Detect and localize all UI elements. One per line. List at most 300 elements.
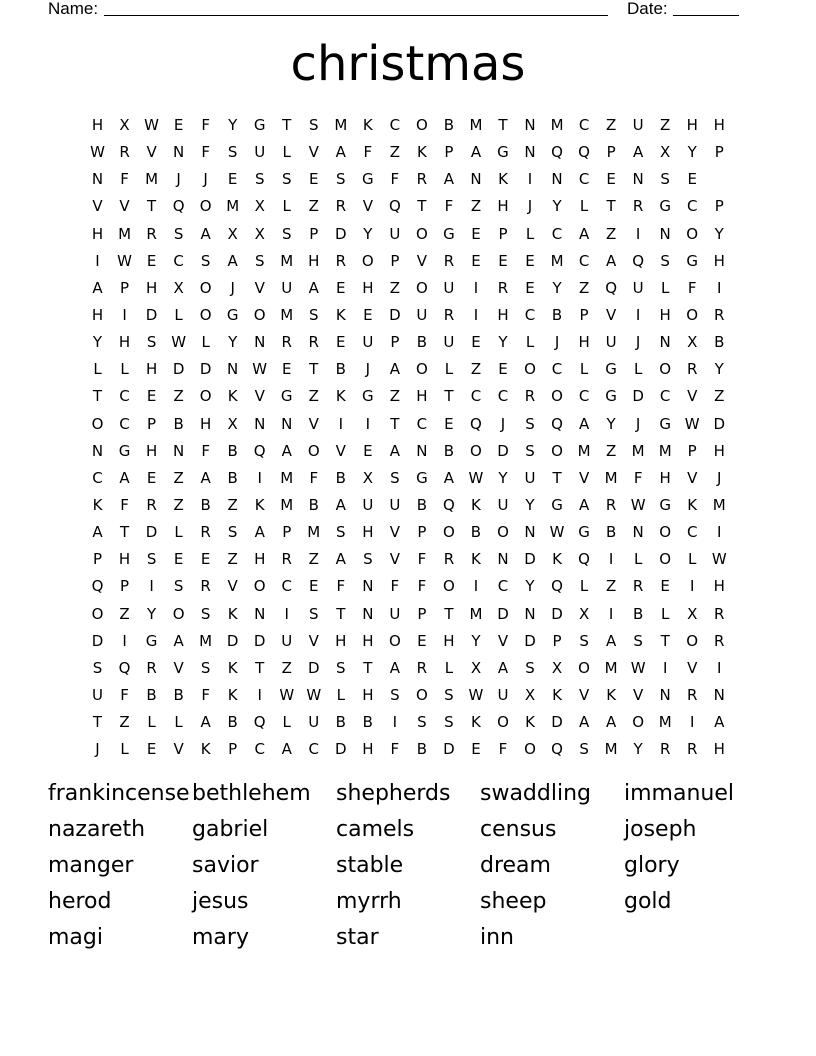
grid-letter: R xyxy=(714,631,725,650)
grid-letter: A xyxy=(281,441,292,460)
grid-letter: K xyxy=(552,550,562,569)
grid-letter: C xyxy=(254,740,265,759)
grid-letter: G xyxy=(118,441,131,460)
grid-letter: K xyxy=(471,713,481,732)
grid-letter: O xyxy=(686,224,699,243)
grid-letter: S xyxy=(200,251,211,270)
grid-letter: O xyxy=(199,387,212,406)
grid-letter: Y xyxy=(714,224,724,243)
grid-letter: L xyxy=(688,550,697,569)
grid-letter: Y xyxy=(633,740,643,759)
grid-letter: X xyxy=(254,224,265,243)
grid-letter: S xyxy=(525,441,535,460)
grid-letter: S xyxy=(336,523,346,542)
grid-letter: N xyxy=(524,143,536,162)
grid-letter: Z xyxy=(605,224,617,243)
grid-letter: M xyxy=(604,468,618,487)
letter-grid xyxy=(84,112,733,763)
grid-letter: L xyxy=(120,740,129,759)
grid-letter: V xyxy=(362,197,373,216)
grid-letter: F xyxy=(120,496,129,515)
grid-letter: E xyxy=(146,251,157,270)
grid-letter: P xyxy=(120,278,130,297)
grid-letter: H xyxy=(91,224,104,243)
grid-letter: I xyxy=(608,604,614,623)
grid-letter: D xyxy=(199,360,212,379)
grid-letter: O xyxy=(253,306,266,325)
grid-letter: I xyxy=(95,251,100,270)
grid-letter: S xyxy=(579,631,589,650)
grid-row xyxy=(84,139,733,166)
grid-letter: E xyxy=(336,278,346,297)
grid-letter: U xyxy=(92,686,103,705)
grid-letter: H xyxy=(91,116,104,135)
grid-letter: R xyxy=(200,577,211,596)
grid-letter: G xyxy=(605,387,617,406)
grid-letter: N xyxy=(524,116,536,135)
grid-letter: J xyxy=(176,170,181,189)
grid-row xyxy=(84,411,733,438)
grid-letter: D xyxy=(91,631,104,650)
grid-letter: M xyxy=(658,441,672,460)
grid-letter: H xyxy=(443,631,455,650)
grid-letter: W xyxy=(468,686,484,705)
grid-letter: H xyxy=(362,686,374,705)
grid-letter: C xyxy=(281,577,292,596)
grid-letter: Y xyxy=(498,333,508,352)
grid-letter: Y xyxy=(606,414,616,433)
grid-letter: Z xyxy=(470,360,482,379)
grid-letter: J xyxy=(717,468,722,487)
grid-letter: J xyxy=(95,740,100,759)
grid-letter: F xyxy=(390,577,400,596)
grid-letter: S xyxy=(281,224,292,243)
grid-letter: M xyxy=(280,251,294,270)
grid-letter: F xyxy=(201,686,210,705)
grid-letter: I xyxy=(717,658,722,677)
grid-letter: L xyxy=(282,713,291,732)
grid-letter: I xyxy=(717,278,722,297)
grid-letter: P xyxy=(552,631,562,650)
grid-letter: V xyxy=(254,387,265,406)
grid-letter: J xyxy=(635,414,641,433)
grid-letter: Z xyxy=(308,387,319,406)
grid-letter: M xyxy=(280,496,294,515)
grid-letter: A xyxy=(389,441,400,460)
grid-letter: R xyxy=(119,143,130,162)
grid-letter: B xyxy=(335,713,346,732)
grid-row xyxy=(84,275,733,302)
grid-letter: V xyxy=(146,143,157,162)
grid-letter: E xyxy=(606,170,616,189)
grid-letter: X xyxy=(173,278,184,297)
grid-letter: Q xyxy=(172,197,185,216)
grid-letter: C xyxy=(686,523,698,542)
grid-letter: S xyxy=(309,116,319,135)
grid-letter: A xyxy=(578,496,590,515)
grid-letter: S xyxy=(633,631,643,650)
grid-letter: B xyxy=(632,604,644,623)
grid-letter: S xyxy=(390,468,400,487)
grid-letter: U xyxy=(632,278,644,297)
grid-letter: A xyxy=(389,360,400,379)
grid-letter: W xyxy=(468,468,484,487)
grid-letter: N xyxy=(91,441,104,460)
grid-letter: V xyxy=(173,740,184,759)
grid-letter: W xyxy=(684,414,700,433)
grid-letter: N xyxy=(713,686,725,705)
grid-letter: M xyxy=(604,658,618,677)
grid-letter: Z xyxy=(173,387,184,406)
grid-letter: N xyxy=(172,143,185,162)
grid-letter: X xyxy=(119,116,130,135)
grid-letter: D xyxy=(443,740,455,759)
grid-letter: E xyxy=(309,170,319,189)
grid-letter: O xyxy=(253,577,266,596)
grid-letter: L xyxy=(147,713,156,732)
grid-letter: O xyxy=(659,523,672,542)
grid-row xyxy=(84,736,733,763)
grid-letter: E xyxy=(687,170,697,189)
grid-letter: I xyxy=(608,550,614,569)
word-bank-word: magi xyxy=(48,925,103,950)
grid-letter: R xyxy=(524,387,536,406)
grid-letter: O xyxy=(497,523,509,542)
grid-letter: F xyxy=(201,441,210,460)
grid-letter: L xyxy=(579,360,589,379)
grid-letter: Z xyxy=(308,550,319,569)
grid-letter: C xyxy=(119,414,130,433)
grid-letter: R xyxy=(146,658,157,677)
grid-letter: H xyxy=(362,740,374,759)
grid-letter: U xyxy=(497,496,509,515)
grid-letter: J xyxy=(230,278,235,297)
grid-letter: A xyxy=(497,658,509,677)
grid-letter: L xyxy=(633,550,643,569)
grid-letter: N xyxy=(524,523,536,542)
grid-row xyxy=(84,709,733,736)
grid-letter: U xyxy=(443,278,455,297)
grid-letter: Y xyxy=(228,116,238,135)
grid-letter: M xyxy=(577,441,591,460)
grid-letter: K xyxy=(227,686,238,705)
grid-letter: H xyxy=(362,631,374,650)
word-bank-row xyxy=(48,777,768,813)
grid-letter: U xyxy=(389,604,401,623)
grid-letter: V xyxy=(389,550,400,569)
grid-letter: O xyxy=(524,740,536,759)
grid-letter: B xyxy=(714,333,725,352)
grid-letter: F xyxy=(336,577,346,596)
grid-letter: S xyxy=(336,170,346,189)
grid-letter: Z xyxy=(227,550,238,569)
grid-letter: W xyxy=(117,251,132,270)
grid-letter: E xyxy=(281,360,292,379)
grid-row xyxy=(84,465,733,492)
grid-letter: Z xyxy=(173,496,184,515)
grid-letter: B xyxy=(308,496,319,515)
grid-letter: L xyxy=(93,360,102,379)
grid-letter: S xyxy=(579,740,589,759)
grid-letter: B xyxy=(416,333,428,352)
grid-letter: R xyxy=(632,197,644,216)
grid-letter: O xyxy=(470,441,482,460)
grid-row xyxy=(84,329,733,356)
grid-letter: H xyxy=(91,306,104,325)
grid-letter: E xyxy=(444,414,454,433)
grid-letter: Q xyxy=(632,251,645,270)
grid-letter: C xyxy=(470,387,482,406)
grid-row xyxy=(84,655,733,682)
grid-letter: A xyxy=(92,278,103,297)
grid-letter: R xyxy=(146,224,157,243)
grid-letter: B xyxy=(227,441,238,460)
grid-letter: A xyxy=(389,658,400,677)
grid-letter: P xyxy=(309,224,319,243)
grid-letter: K xyxy=(552,686,562,705)
grid-letter: T xyxy=(552,468,562,487)
grid-letter: V xyxy=(497,631,509,650)
grid-letter: S xyxy=(336,658,346,677)
grid-letter: T xyxy=(606,197,616,216)
grid-letter: X xyxy=(254,197,265,216)
grid-letter: L xyxy=(579,577,589,596)
grid-letter: B xyxy=(362,713,373,732)
grid-letter: O xyxy=(659,360,672,379)
grid-letter: S xyxy=(309,604,319,623)
grid-letter: J xyxy=(203,170,208,189)
grid-letter: S xyxy=(390,686,400,705)
grid-letter: D xyxy=(335,740,347,759)
grid-letter: J xyxy=(554,333,560,352)
grid-row xyxy=(84,112,733,139)
grid-letter: U xyxy=(254,143,266,162)
grid-letter: P xyxy=(579,306,589,325)
grid-letter: Y xyxy=(525,496,535,515)
grid-letter: M xyxy=(550,116,564,135)
grid-letter: Z xyxy=(605,116,617,135)
grid-letter: S xyxy=(146,550,157,569)
grid-letter: A xyxy=(200,224,211,243)
grid-letter: C xyxy=(578,170,590,189)
grid-letter: D xyxy=(524,631,536,650)
grid-letter: Q xyxy=(470,414,482,433)
grid-letter: V xyxy=(687,658,698,677)
grid-letter: H xyxy=(118,333,131,352)
grid-letter: Y xyxy=(498,468,508,487)
grid-letter: A xyxy=(443,170,455,189)
grid-letter: D xyxy=(253,631,266,650)
word-bank-row xyxy=(48,885,768,921)
grid-letter: A xyxy=(578,224,590,243)
grid-letter: Q xyxy=(551,143,563,162)
word-bank-word: mary xyxy=(192,925,249,950)
grid-letter: C xyxy=(173,251,184,270)
grid-letter: D xyxy=(497,604,509,623)
word-bank-word: joseph xyxy=(624,817,697,842)
grid-letter: G xyxy=(659,414,671,433)
grid-letter: H xyxy=(335,631,347,650)
grid-letter: C xyxy=(578,387,590,406)
grid-letter: P xyxy=(120,577,130,596)
grid-letter: X xyxy=(227,224,238,243)
grid-letter: N xyxy=(632,523,644,542)
grid-row xyxy=(84,546,733,573)
grid-letter: T xyxy=(444,387,454,406)
grid-letter: V xyxy=(416,251,428,270)
grid-letter: J xyxy=(365,360,371,379)
grid-letter: A xyxy=(578,713,590,732)
grid-letter: C xyxy=(497,387,509,406)
grid-letter: M xyxy=(550,251,564,270)
grid-letter: F xyxy=(633,468,643,487)
grid-letter: E xyxy=(417,631,427,650)
grid-letter: H xyxy=(713,441,725,460)
word-bank-word: herod xyxy=(48,889,112,914)
grid-letter: U xyxy=(443,333,455,352)
grid-letter: U xyxy=(632,116,644,135)
grid-row xyxy=(84,248,733,275)
grid-letter: Q xyxy=(253,713,266,732)
grid-letter: Q xyxy=(443,496,455,515)
grid-letter: K xyxy=(200,740,211,759)
grid-letter: B xyxy=(416,740,428,759)
grid-letter: K xyxy=(687,496,698,515)
grid-letter: C xyxy=(659,387,671,406)
grid-letter: S xyxy=(525,414,535,433)
grid-letter: Q xyxy=(253,441,266,460)
grid-letter: P xyxy=(417,604,427,623)
grid-letter: X xyxy=(524,686,536,705)
grid-letter: T xyxy=(309,360,319,379)
grid-letter: B xyxy=(173,414,184,433)
word-bank-row xyxy=(48,921,768,957)
grid-letter: Y xyxy=(146,604,157,623)
grid-letter: A xyxy=(605,713,617,732)
grid-letter: I xyxy=(338,414,344,433)
grid-letter: D xyxy=(551,713,563,732)
grid-letter: V xyxy=(335,441,346,460)
grid-letter: I xyxy=(689,577,695,596)
grid-letter: G xyxy=(551,496,563,515)
grid-letter: Z xyxy=(605,577,617,596)
grid-letter: R xyxy=(659,740,671,759)
grid-letter: F xyxy=(687,278,697,297)
grid-letter: Z xyxy=(389,387,400,406)
grid-letter: I xyxy=(662,658,668,677)
grid-letter: G xyxy=(362,170,374,189)
grid-letter: Y xyxy=(552,197,562,216)
grid-letter: H xyxy=(416,387,428,406)
grid-letter: K xyxy=(254,496,265,515)
word-bank-word: sheep xyxy=(480,889,547,914)
grid-letter: T xyxy=(282,116,292,135)
grid-letter: K xyxy=(362,116,373,135)
grid-letter: Q xyxy=(118,658,131,677)
grid-letter: M xyxy=(712,496,726,515)
grid-letter: N xyxy=(659,333,671,352)
grid-letter: N xyxy=(551,170,563,189)
grid-letter: D xyxy=(307,658,320,677)
word-bank-word: bethlehem xyxy=(192,781,311,806)
grid-letter: L xyxy=(444,360,454,379)
word-bank-word: census xyxy=(480,817,557,842)
grid-letter: N xyxy=(254,604,266,623)
grid-row xyxy=(84,438,733,465)
grid-letter: Z xyxy=(173,468,184,487)
grid-letter: O xyxy=(172,604,185,623)
grid-letter: J xyxy=(635,333,641,352)
grid-letter: E xyxy=(471,740,481,759)
grid-letter: X xyxy=(687,604,698,623)
grid-letter: G xyxy=(578,523,590,542)
grid-letter: X xyxy=(578,604,590,623)
grid-letter: W xyxy=(306,686,322,705)
grid-letter: R xyxy=(714,306,725,325)
grid-letter: Q xyxy=(551,740,563,759)
grid-letter: A xyxy=(119,468,130,487)
grid-letter: T xyxy=(255,658,265,677)
grid-letter: V xyxy=(308,414,319,433)
grid-letter: F xyxy=(498,740,508,759)
grid-letter: H xyxy=(659,306,671,325)
grid-letter: K xyxy=(335,387,346,406)
grid-row xyxy=(84,356,733,383)
grid-letter: P xyxy=(147,414,157,433)
grid-letter: P xyxy=(498,224,508,243)
grid-letter: I xyxy=(257,468,262,487)
grid-letter: D xyxy=(389,306,401,325)
grid-letter: N xyxy=(659,686,671,705)
grid-letter: L xyxy=(336,686,345,705)
grid-letter: M xyxy=(226,197,240,216)
grid-letter: A xyxy=(92,523,103,542)
grid-letter: P xyxy=(444,143,454,162)
grid-letter: P xyxy=(390,333,400,352)
word-bank-word: frankincense xyxy=(48,781,190,806)
grid-letter: E xyxy=(471,251,481,270)
grid-letter: R xyxy=(335,197,347,216)
grid-letter: N xyxy=(362,604,374,623)
grid-letter: G xyxy=(362,387,374,406)
grid-letter: J xyxy=(527,197,533,216)
grid-letter: B xyxy=(605,523,617,542)
grid-letter: A xyxy=(335,496,346,515)
grid-letter: G xyxy=(659,496,671,515)
grid-letter: L xyxy=(174,306,183,325)
grid-letter: M xyxy=(469,116,483,135)
grid-letter: O xyxy=(551,441,563,460)
word-bank-word: camels xyxy=(336,817,415,842)
grid-letter: M xyxy=(280,306,294,325)
grid-letter: O xyxy=(361,251,374,270)
grid-letter: B xyxy=(416,496,428,515)
grid-letter: R xyxy=(443,550,455,569)
grid-letter: Z xyxy=(578,278,590,297)
grid-letter: A xyxy=(470,143,482,162)
grid-letter: M xyxy=(334,116,348,135)
grid-letter: O xyxy=(686,631,699,650)
grid-letter: I xyxy=(635,224,641,243)
grid-letter: M xyxy=(118,224,132,243)
grid-letter: T xyxy=(336,604,346,623)
grid-letter: L xyxy=(444,658,454,677)
grid-letter: N xyxy=(362,577,374,596)
grid-letter: N xyxy=(281,414,293,433)
grid-letter: M xyxy=(307,523,321,542)
grid-letter: U xyxy=(308,713,320,732)
grid-letter: Z xyxy=(714,387,725,406)
